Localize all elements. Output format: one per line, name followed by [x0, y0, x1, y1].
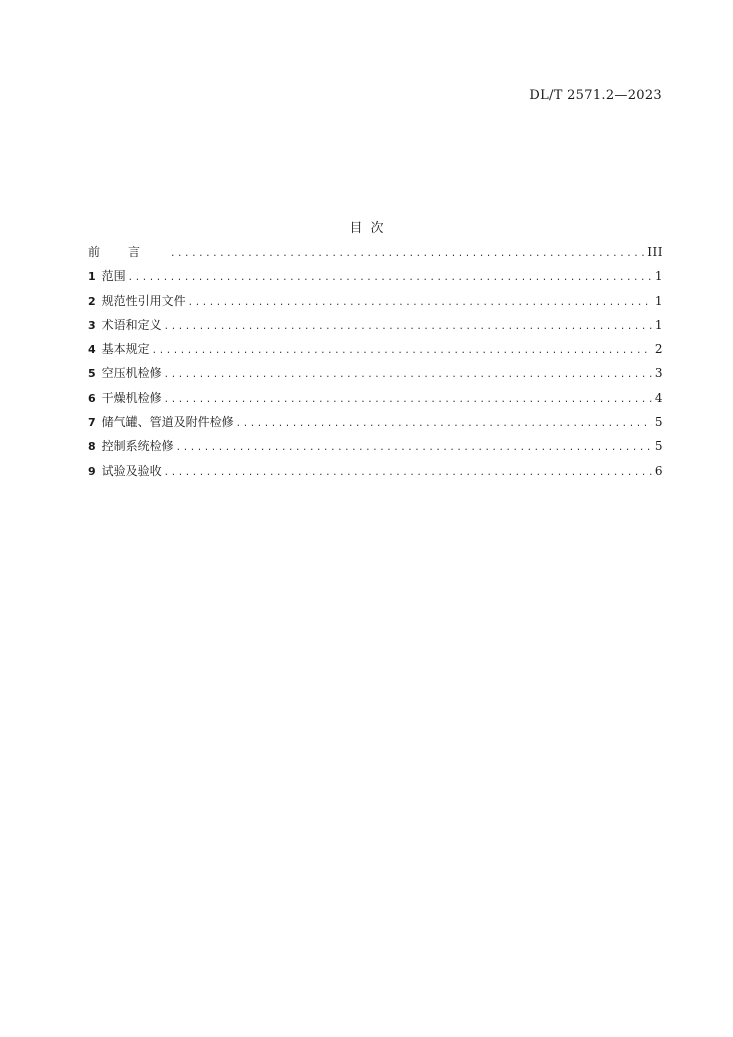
toc-leader-dots [164, 388, 652, 412]
toc-leader-dots [164, 461, 652, 485]
toc-entry-number: 4 [88, 343, 96, 357]
toc-entry-label: 基本规定 [101, 342, 150, 357]
toc-leader-dots [164, 363, 652, 387]
toc-entry-page: 1 [654, 317, 663, 332]
toc-leader-dots [176, 436, 652, 460]
toc-entry-label: 规范性引用文件 [101, 293, 186, 308]
toc-entry-number: 3 [88, 318, 96, 332]
toc-entry-page: 1 [654, 269, 663, 284]
toc-entry-page: 2 [654, 342, 663, 357]
toc-entry-foreword[interactable] [88, 240, 663, 264]
toc-entry-label: 储气罐、管道及附件检修 [101, 415, 234, 430]
toc-entry-number: 7 [88, 416, 96, 430]
toc-leader-dots [188, 291, 652, 315]
toc-entry-number: 9 [88, 464, 96, 478]
toc-entry-page: III [647, 245, 663, 259]
toc-leader-dots [152, 339, 652, 363]
toc-entry-label: 术语和定义 [101, 317, 162, 332]
toc-entry-label: 控制系统检修 [101, 439, 174, 454]
toc-entry-page: 5 [654, 415, 663, 430]
toc-entry-9[interactable] [88, 459, 663, 483]
toc-entry-1[interactable] [88, 264, 663, 288]
document-code: DL/T 2571.2—2023 [529, 88, 662, 103]
toc-entry-number: 1 [88, 270, 96, 284]
toc-entry-label: 干燥机检修 [101, 390, 162, 405]
toc-entry-label: 试验及验收 [101, 463, 162, 478]
toc-leader-dots [170, 242, 644, 266]
toc-entry-page: 6 [654, 463, 663, 478]
toc-entry-number: 2 [88, 294, 96, 308]
toc-entry-number: 6 [88, 391, 96, 405]
toc-entry-6[interactable] [88, 386, 663, 410]
toc-leader-dots [164, 315, 652, 339]
toc-entry-8[interactable] [88, 434, 663, 458]
toc-entry-label: 范围 [101, 269, 126, 284]
toc-leader-dots [128, 266, 652, 290]
toc-entry-page: 4 [654, 390, 663, 405]
toc-title: 目次 [349, 221, 392, 236]
toc-entry-label: 前言 [88, 245, 169, 259]
toc-entry-page: 3 [654, 366, 663, 381]
toc-entry-number: 5 [88, 367, 96, 381]
toc-entry-page: 1 [654, 293, 663, 308]
toc-entry-7[interactable] [88, 410, 663, 434]
toc-entry-label: 空压机检修 [101, 366, 162, 381]
toc-entry-2[interactable] [88, 289, 663, 313]
toc-entry-3[interactable] [88, 313, 663, 337]
toc-leader-dots [236, 412, 652, 436]
toc-entry-page: 5 [654, 439, 663, 454]
table-of-contents [88, 240, 663, 483]
toc-entry-number: 8 [88, 440, 96, 454]
toc-entry-4[interactable] [88, 337, 663, 361]
toc-entry-5[interactable] [88, 361, 663, 385]
